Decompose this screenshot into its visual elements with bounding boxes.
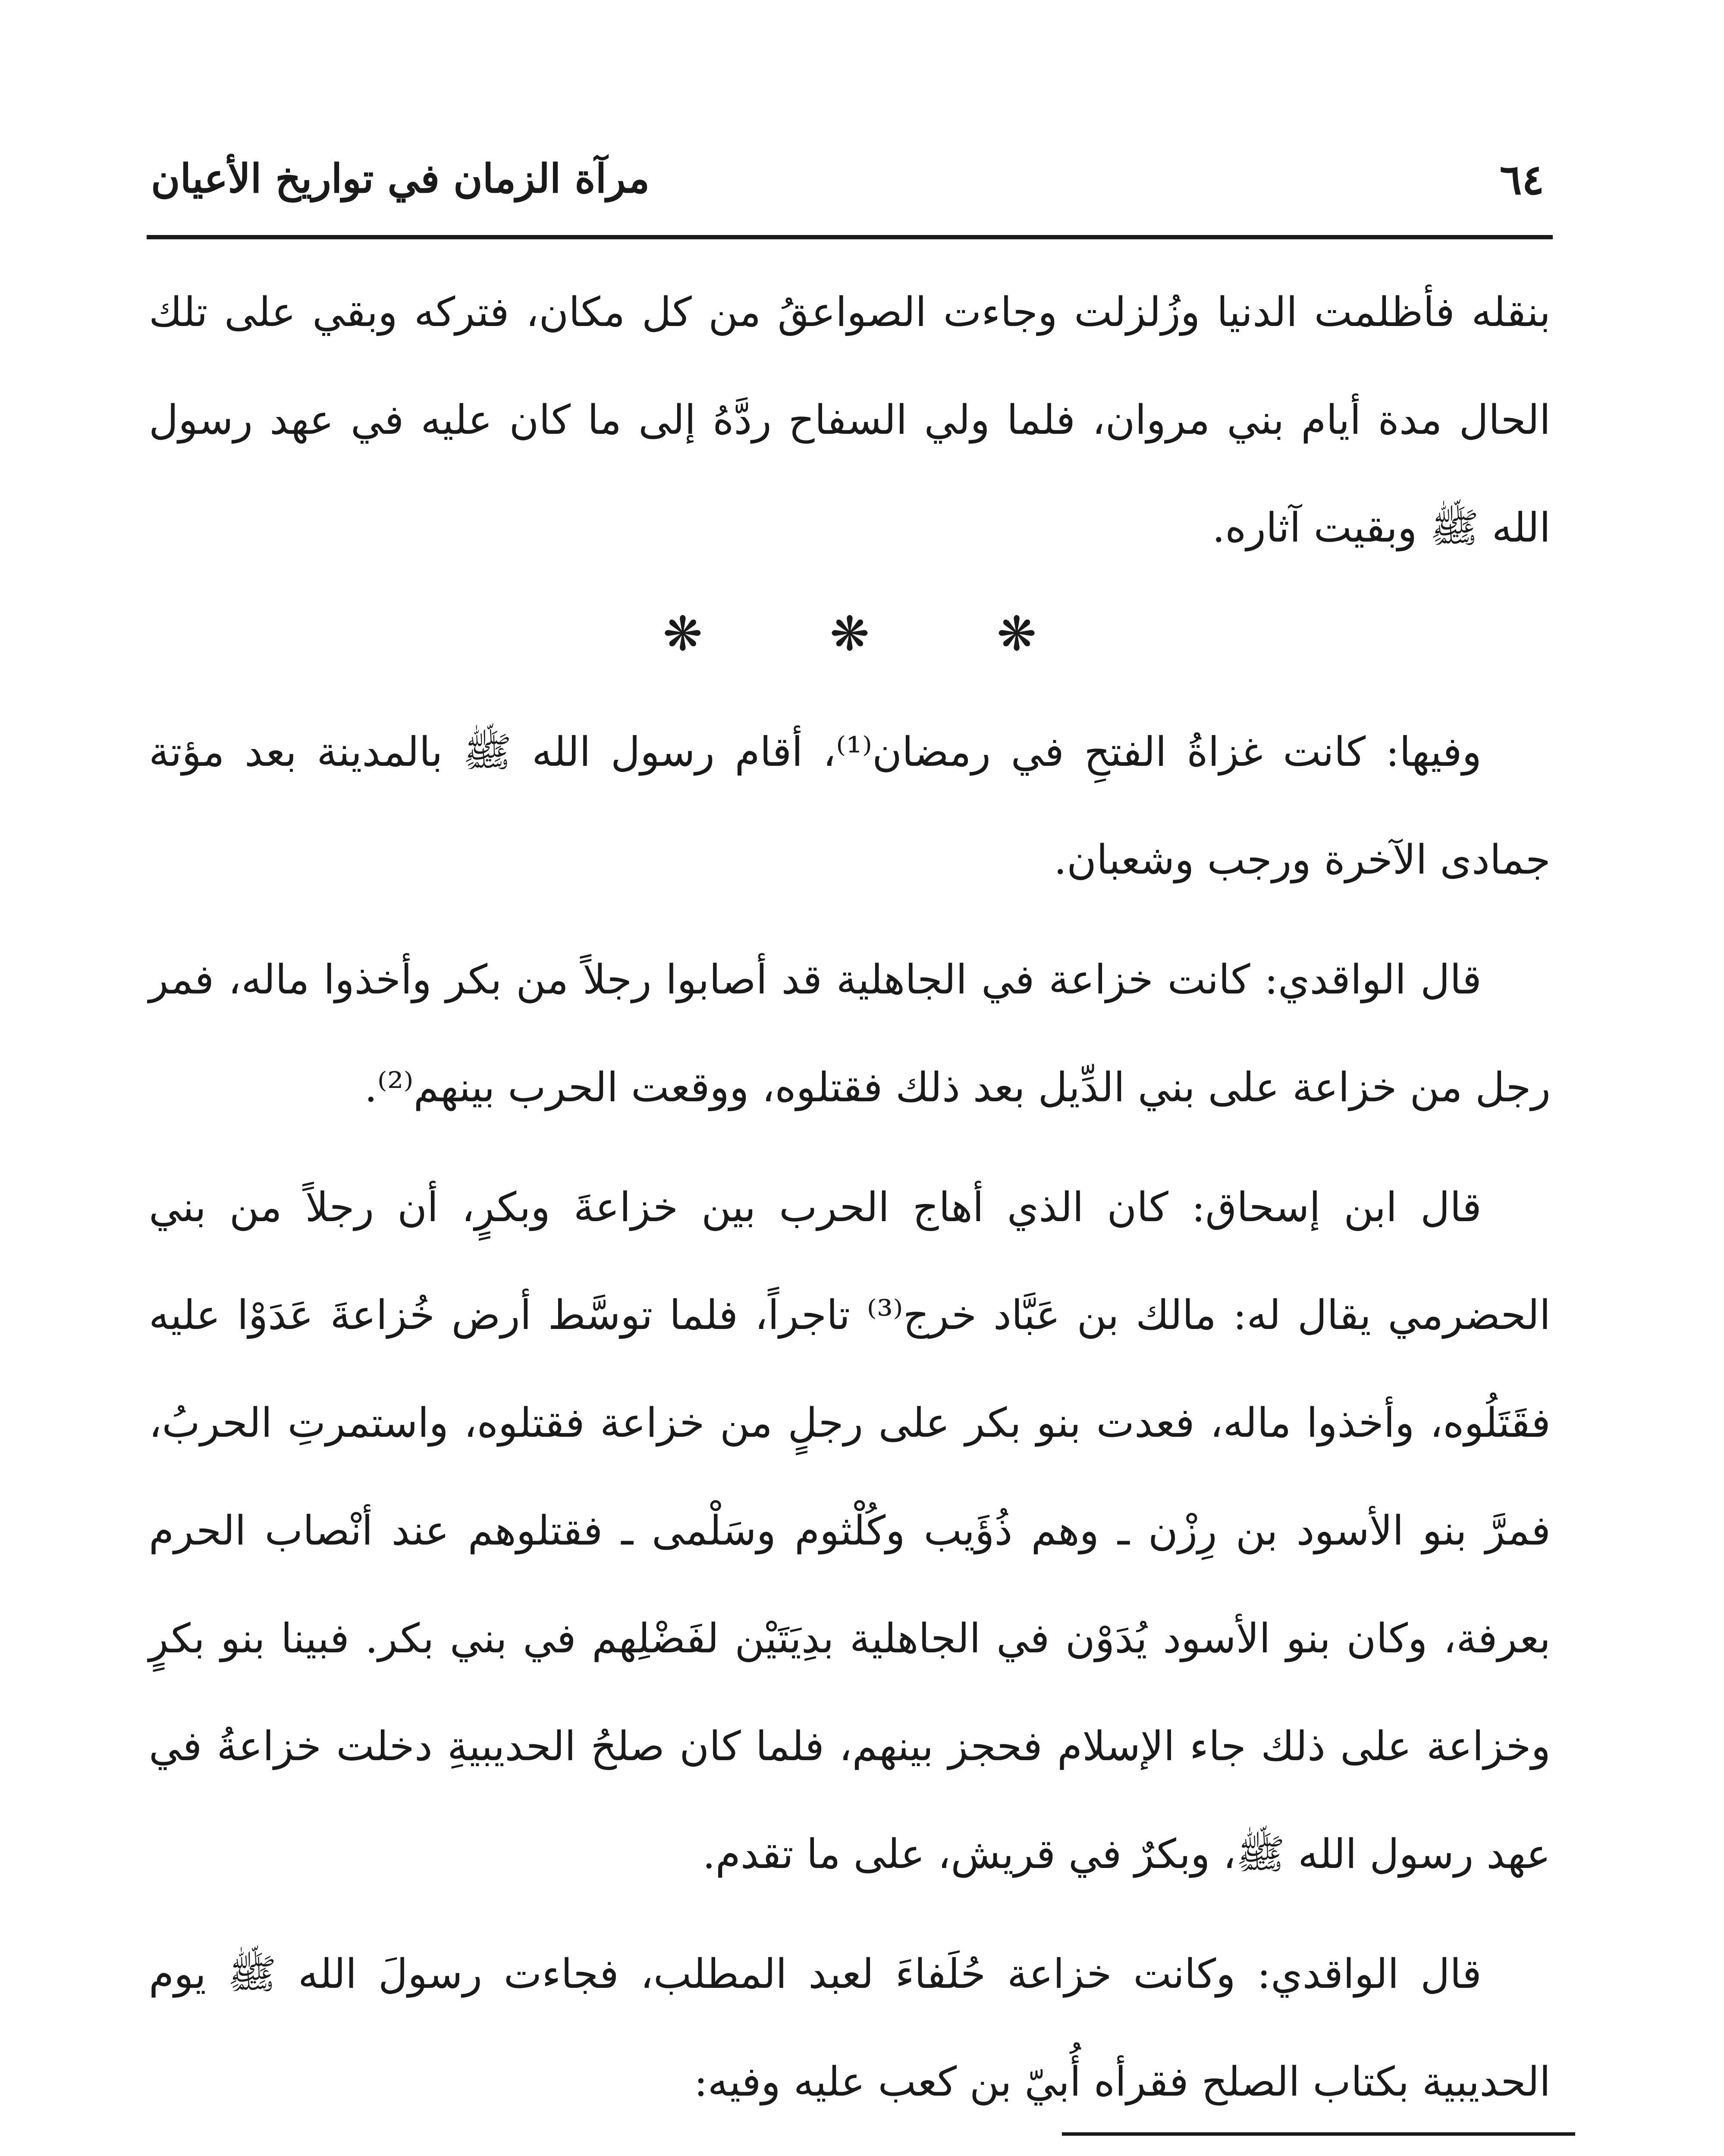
paragraph: قال الواقدي: وكانت خزاعة حُلَفاءَ لعبد المطلب، فجاءت رسولَ الله ﷺ يوم الحديبية بكتاب الصلح فقرأه أُبيّ بن كعب عليه وفيه:	[149, 1951, 1551, 2106]
page-number: ٦٤	[1499, 155, 1544, 204]
page-header	[151, 155, 1544, 216]
paragraph	[149, 2148, 1551, 2156]
footnote-rule	[1062, 2132, 1575, 2136]
star-ornament-icon: ❋	[663, 606, 703, 661]
running-title: مرآة الزمان في تواريخ الأعيان	[151, 155, 650, 202]
header-rule	[147, 235, 1553, 239]
star-ornament-icon: ❋	[829, 606, 870, 661]
section-separator	[149, 599, 1551, 668]
main-text	[149, 259, 1551, 2156]
paragraph: وفيها: كانت غزاةُ الفتحِ في رمضان⁽¹⁾، أقام رسول الله ﷺ بالمدينة بعد مؤتة جمادى الآخرة ورجب وشعبان.	[149, 729, 1551, 884]
paragraph: قال الواقدي: كانت خزاعة في الجاهلية قد أصابوا رجلاً من بكر وأخذوا ماله، فمر رجل من خزاعة على بني الدِّيل بعد ذلك فقتلوه، ووقعت الحرب بينهم⁽²⁾.	[149, 956, 1551, 1111]
paragraph: قال ابن إسحاق: كان الذي أهاج الحرب بين خزاعةَ وبكرٍ، أن رجلاً من بني الحضرمي يقال له: مالك بن عَبَّاد خرج⁽³⁾ تاجراً، فلما توسَّط أرض خُزاعةَ عَدَوْا عليه فقَتَلُوه، وأخذوا ماله، فعدت بنو بكر على رجلٍ من خزاعة فقتلوه، واستمرتِ الحربُ، فمرَّ بنو الأسود بن رِزْن ـ وهم ذُؤَيب وكُلْثوم وسَلْمى ـ فقتلوهم عند أنْصاب الحرم بعرفة، وكان بنو الأسود يُدَوْن في الجاهلية بدِيَتَيْن لفَضْلِهم في بني بكر. فبينا بنو بكرٍ وخزاعة على ذلك جاء الإسلام فحجز بينهم، فلما كان صلحُ الحديبيةِ دخلت خزاعةُ في عهد رسول الله ﷺ، وبكرٌ في قريش، على ما تقدم.	[149, 1184, 1551, 1878]
star-ornament-icon: ❋	[997, 606, 1037, 661]
paragraph: بنقله فأظلمت الدنيا وزُلزلت وجاءت الصواعقُ من كل مكان، فتركه وبقي على تلك الحال مدة أيام بني مروان، فلما ولي السفاح ردَّهُ إلى ما كان عليه في عهد رسول الله ﷺ وبقيت آثاره.	[149, 289, 1551, 552]
